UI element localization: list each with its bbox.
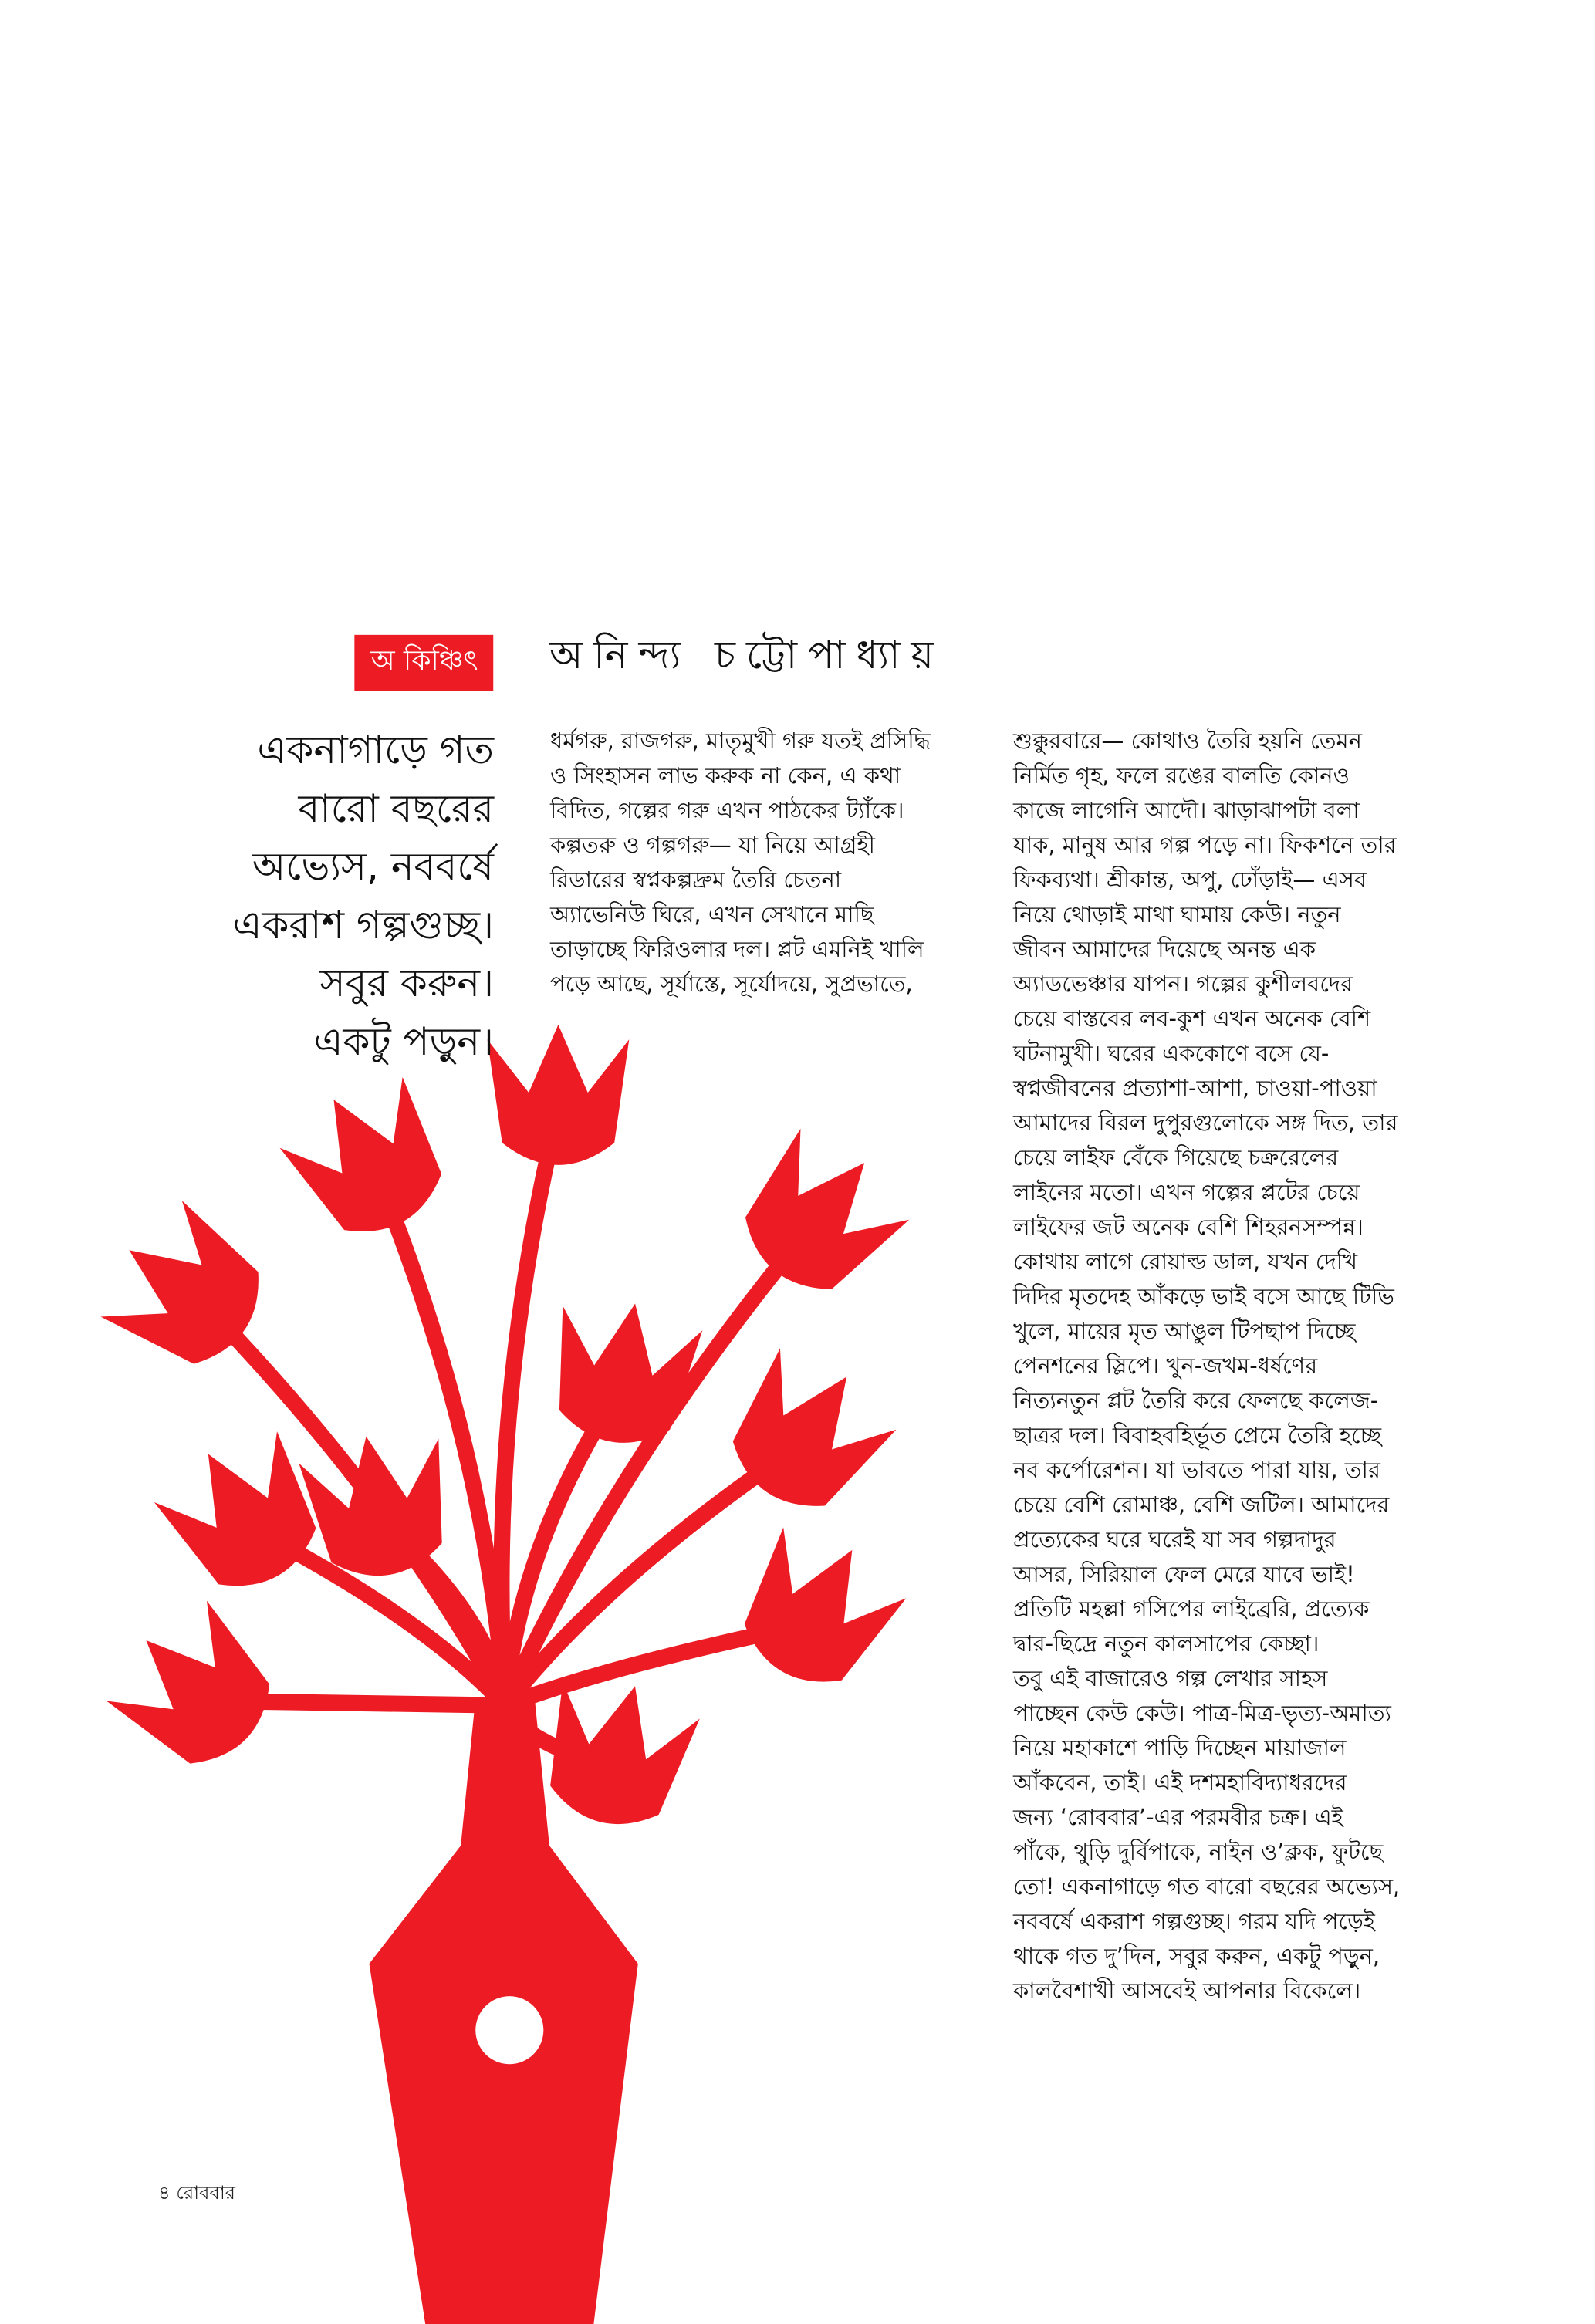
pull-quote-line: একটু পড়ুন। [313,1018,494,1064]
text-line: খুলে, মায়ের মৃত আঙুল টিপছাপ দিচ্ছে [1013,1318,1356,1344]
text-line: পাঁকে, থুড়ি দুর্বিপাকে, নাইন ও’ক্লক, ফুটছে [1013,1839,1384,1865]
text-line: দ্বার-ছিদ্রে নতুন কালসাপের কেচ্ছা। [1013,1630,1320,1657]
tulip-flower [541,1292,705,1454]
text-line: জীবন আমাদের দিয়েছে অনন্ত এক [1013,936,1316,962]
text-line: পাচ্ছেন কেউ কেউ। পাত্র-মিত্র-ভৃত্য-অমাত্য [1013,1700,1391,1726]
text-line: পড়ে আছে, সূর্যাস্তে, সূর্যোদয়ে, সুপ্রভাতে, [550,971,913,997]
pull-quote [232,721,494,1071]
tulip-flower [147,1419,340,1611]
tulip-flower [721,1515,914,1707]
text-line: স্বপ্নজীবনের প্রত্যাশা-আশা, চাওয়া-পাওয়া [1013,1075,1377,1101]
text-line: নিয়ে মহাকাশে পাড়ি দিচ্ছেন মায়াজাল [1013,1735,1347,1761]
stem [377,1174,505,1705]
tulip-flower [272,1064,465,1256]
text-line: প্রতিটি মহল্লা গসিপের লাইব্রেরি, প্রত্যেক [1013,1596,1370,1622]
text-line: কালবৈশাখী আসবেই আপনার বিকেলে। [1013,1978,1361,2004]
text-line: কাজে লাগেনি আদৌ। ঝাড়াঝাপটা বলা [1013,797,1360,823]
text-line: প্রত্যেকের ঘরে ঘরেই যা সব গল্পদাদুর [1013,1526,1336,1552]
text-line: নির্মিত গৃহ, ফলে রঙের বালতি কোনও [1013,762,1350,789]
text-line: লাইনের মতো। এখন গল্পের প্লটের চেয়ে [1013,1179,1360,1205]
text-line: চেয়ে লাইফ বেঁকে গিয়েছে চক্ররেলের [1013,1144,1339,1170]
text-line: চেয়ে বেশি রোমাঞ্চ, বেশি জটিল। আমাদের [1013,1491,1390,1518]
text-line: লাইফের জট অনেক বেশি শিহরনসম্পন্ন। [1013,1214,1364,1240]
text-line: ও সিংহাসন লাভ করুক না কেন, এ কথা [550,762,901,789]
text-line: নিয়ে থোড়াই মাথা ঘামায় কেউ। নতুন [1013,901,1341,927]
nib-hole [475,1996,543,2064]
text-line: নিত্যনতুন প্লট তৈরি করে ফেলছে কলেজ- [1013,1387,1379,1414]
tulip-flower [708,1336,905,1532]
text-line: যাক, মানুষ আর গল্প পড়ে না। ফিকশনে তার [1013,832,1397,858]
text-line: অ্যাভেনিউ ঘিরে, এখন সেখানে মাছি [550,901,874,927]
tulip-flower [96,1590,295,1789]
text-line: থাকে গত দু’দিন, সবুর করুন, একটু পড়ুন, [1013,1943,1380,1969]
tulip-flower [720,1117,919,1316]
text-line: শুক্কুরবারে— কোথাও তৈরি হয়নি তেমন [1013,728,1362,754]
article-column-2 [1013,724,1400,2008]
text-line: পেনশনের স্লিপে। খুন-জখম-ধর্ষণের [1013,1353,1318,1379]
text-line: ধর্মগরু, রাজগরু, মাতৃমুখী গরু যতই প্রসিদ্ধি [550,728,931,754]
text-line: নববর্ষে একরাশ গল্পগুচ্ছ। গরম যদি পড়েই [1013,1908,1375,1934]
magazine-name: রোববার [176,2182,235,2204]
pull-quote-line: সবুর করুন। [319,961,494,1005]
text-line: ঘটনামুখী। ঘরের এককোণে বসে যে- [1013,1040,1330,1066]
text-line: চেয়ে বাস্তবের লব-কুশ এখন অনেক বেশি [1013,1005,1371,1032]
text-line: কোথায় লাগে রোয়াল্ড ডাল, যখন দেখি [1013,1248,1358,1275]
pull-quote-line: একনাগাড়ে গত [257,728,494,772]
text-line: বিদিত, গল্পের গরু এখন পাঠকের ট্যাঁকে। [550,797,904,823]
text-line: ফিকব্যথা। শ্রীকান্ত, অপু, ঢোঁড়াই— এসব [1013,866,1367,893]
text-line: তাড়াচ্ছে ফিরিওলার দল। প্লট এমনিই খালি [550,936,924,962]
text-line: আঁকবেন, তাই। এই দশমহাবিদ্যাধরদের [1013,1769,1347,1795]
page-number: ৪ [158,2182,171,2204]
article-column-1 [550,724,931,1002]
text-line: অ্যাডভেঞ্চার যাপন। গল্পের কুশীলবদের [1013,971,1353,997]
section-tag: অ কিঞ্চিৎ [370,644,478,677]
text-line: কল্পতরু ও গল্পগরু— যা নিয়ে আগ্রহী [550,832,875,858]
text-line: তো! একনাগাড়ে গত বারো বছরের অভ্যেস, [1013,1873,1401,1900]
tulip-flower [488,1025,630,1165]
text-line: নব কর্পোরেশন। যা ভাবতে পারা যায়, তার [1013,1457,1380,1483]
pull-quote-line: বারো বছরের [298,785,494,831]
text-line: আমাদের বিরল দুপুরগুলোকে সঙ্গ দিত, তার [1013,1110,1398,1136]
text-line: দিদির মৃতদেহ আঁকড়ে ভাই বসে আছে টিভি [1013,1283,1394,1309]
text-line: ছাত্রর দল। বিবাহবহির্ভূত প্রেমে তৈরি হচ্ছে [1013,1422,1382,1448]
text-line: রিডারের স্বপ্নকল্পদ্রুম তৈরি চেতনা [550,866,842,893]
pull-quote-line: অভ্যেস, নববর্ষে [252,844,494,889]
page-folio [158,2179,235,2210]
text-line: আসর, সিরিয়াল ফেল মেরে যাবে ভাই! [1013,1561,1355,1587]
text-line: জন্য ‘রোববার’-এর পরমবীর চক্র। এই [1013,1804,1343,1830]
pull-quote-line: একরাশ গল্পগুচ্ছ। [232,902,494,948]
author-byline: অনিন্দ্য চট্টোপাধ্যায় [549,633,944,677]
text-line: তবু এই বাজারেও গল্প লেখার সাহস [1013,1665,1328,1691]
